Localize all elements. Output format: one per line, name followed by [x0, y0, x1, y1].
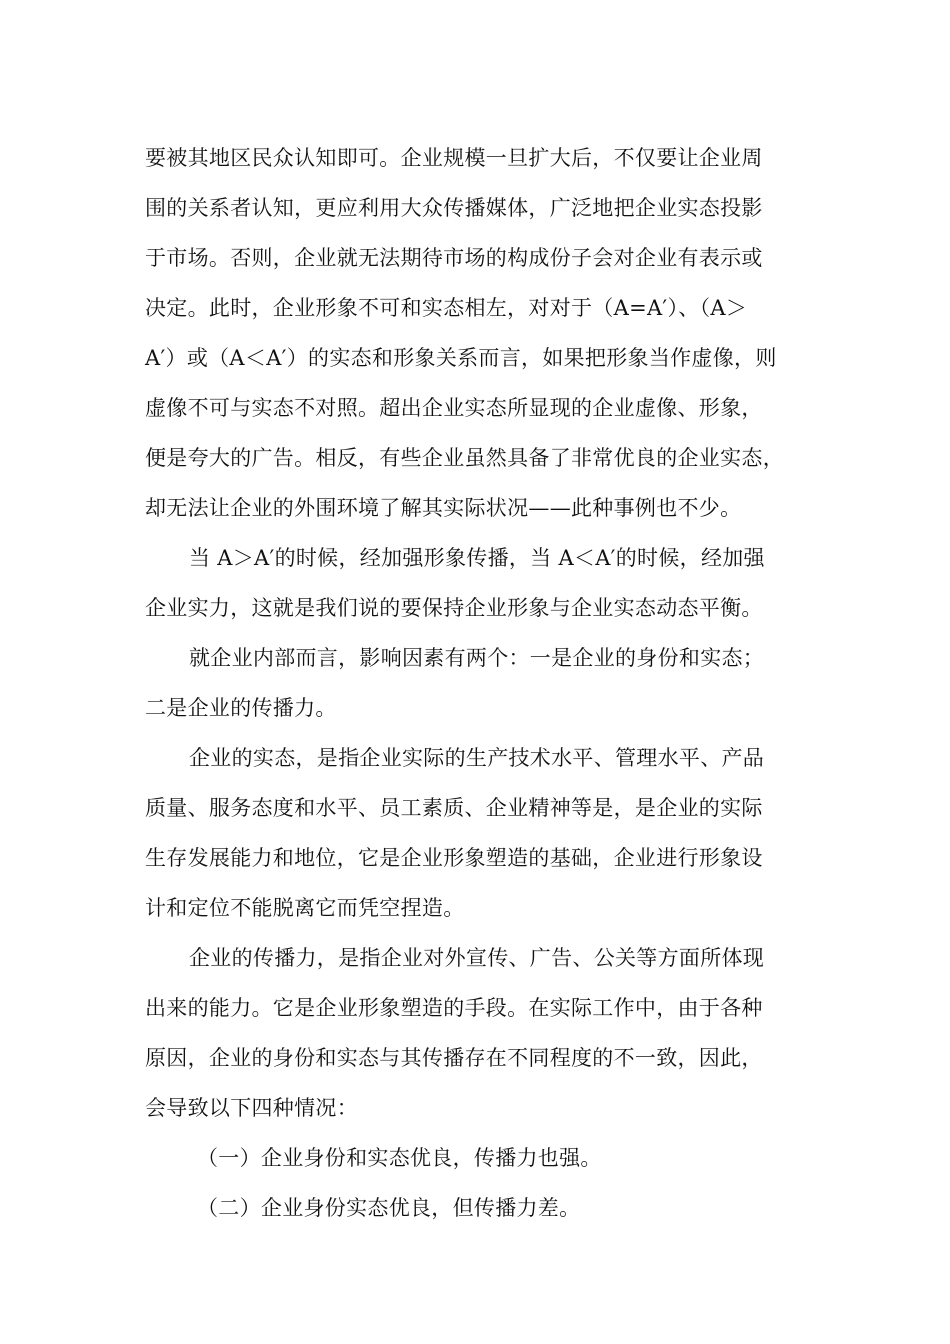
- text-line: 围的关系者认知，更应利用大众传播媒体，广泛地把企业实态投影: [145, 196, 763, 220]
- body-text: [145, 133, 835, 1233]
- text-line: A′）或（A＜A′）的实态和形象关系而言，如果把形象当作虚像，则: [145, 346, 777, 370]
- text-line: 二是企业的传播力。: [145, 696, 337, 720]
- paragraph-start-line: 就企业内部而言，影响因素有两个：一是企业的身份和实态；: [189, 646, 765, 670]
- text-line: 计和定位不能脱离它而凭空捏造。: [145, 896, 465, 920]
- paragraph-start-line: 当 A＞A′的时候，经加强形象传播，当 A＜A′的时候，经加强: [189, 546, 765, 570]
- text-line: 质量、服务态度和水平、员工素质、企业精神等是，是企业的实际: [145, 796, 763, 820]
- text-line: 原因，企业的身份和实态与其传播存在不同程度的不一致，因此，: [145, 1046, 763, 1070]
- text-line: 企业实力，这就是我们说的要保持企业形象与企业实态动态平衡。: [145, 596, 763, 620]
- text-line: 生存发展能力和地位，它是企业形象塑造的基础，企业进行形象设: [145, 846, 763, 870]
- text-line: 出来的能力。它是企业形象塑造的手段。在实际工作中，由于各种: [145, 996, 763, 1020]
- paragraph-start-line: 企业的传播力，是指企业对外宣传、广告、公关等方面所体现: [189, 946, 765, 970]
- paragraph-start-line: 企业的实态，是指企业实际的生产技术水平、管理水平、产品: [189, 746, 765, 770]
- text-line: 要被其地区民众认知即可。企业规模一旦扩大后，不仅要让企业周: [145, 146, 763, 170]
- text-line: 于市场。否则，企业就无法期待市场的构成份子会对企业有表示或: [145, 246, 763, 270]
- text-line: 决定。此时，企业形象不可和实态相左，对对于（A=A′）、（A＞: [145, 296, 748, 320]
- text-line: 会导致以下四种情况：: [145, 1096, 358, 1120]
- text-line: 虚像不可与实态不对照。超出企业实态所显现的企业虚像、形象，: [145, 396, 763, 420]
- text-line: 却无法让企业的外围环境了解其实际状况——此种事例也不少。: [145, 496, 742, 520]
- list-item-line: （一）企业身份和实态优良，传播力也强。: [197, 1146, 602, 1170]
- list-item-line: （二）企业身份实态优良，但传播力差。: [197, 1196, 581, 1220]
- text-line: 便是夸大的广告。相反，有些企业虽然具备了非常优良的企业实态，: [145, 446, 784, 470]
